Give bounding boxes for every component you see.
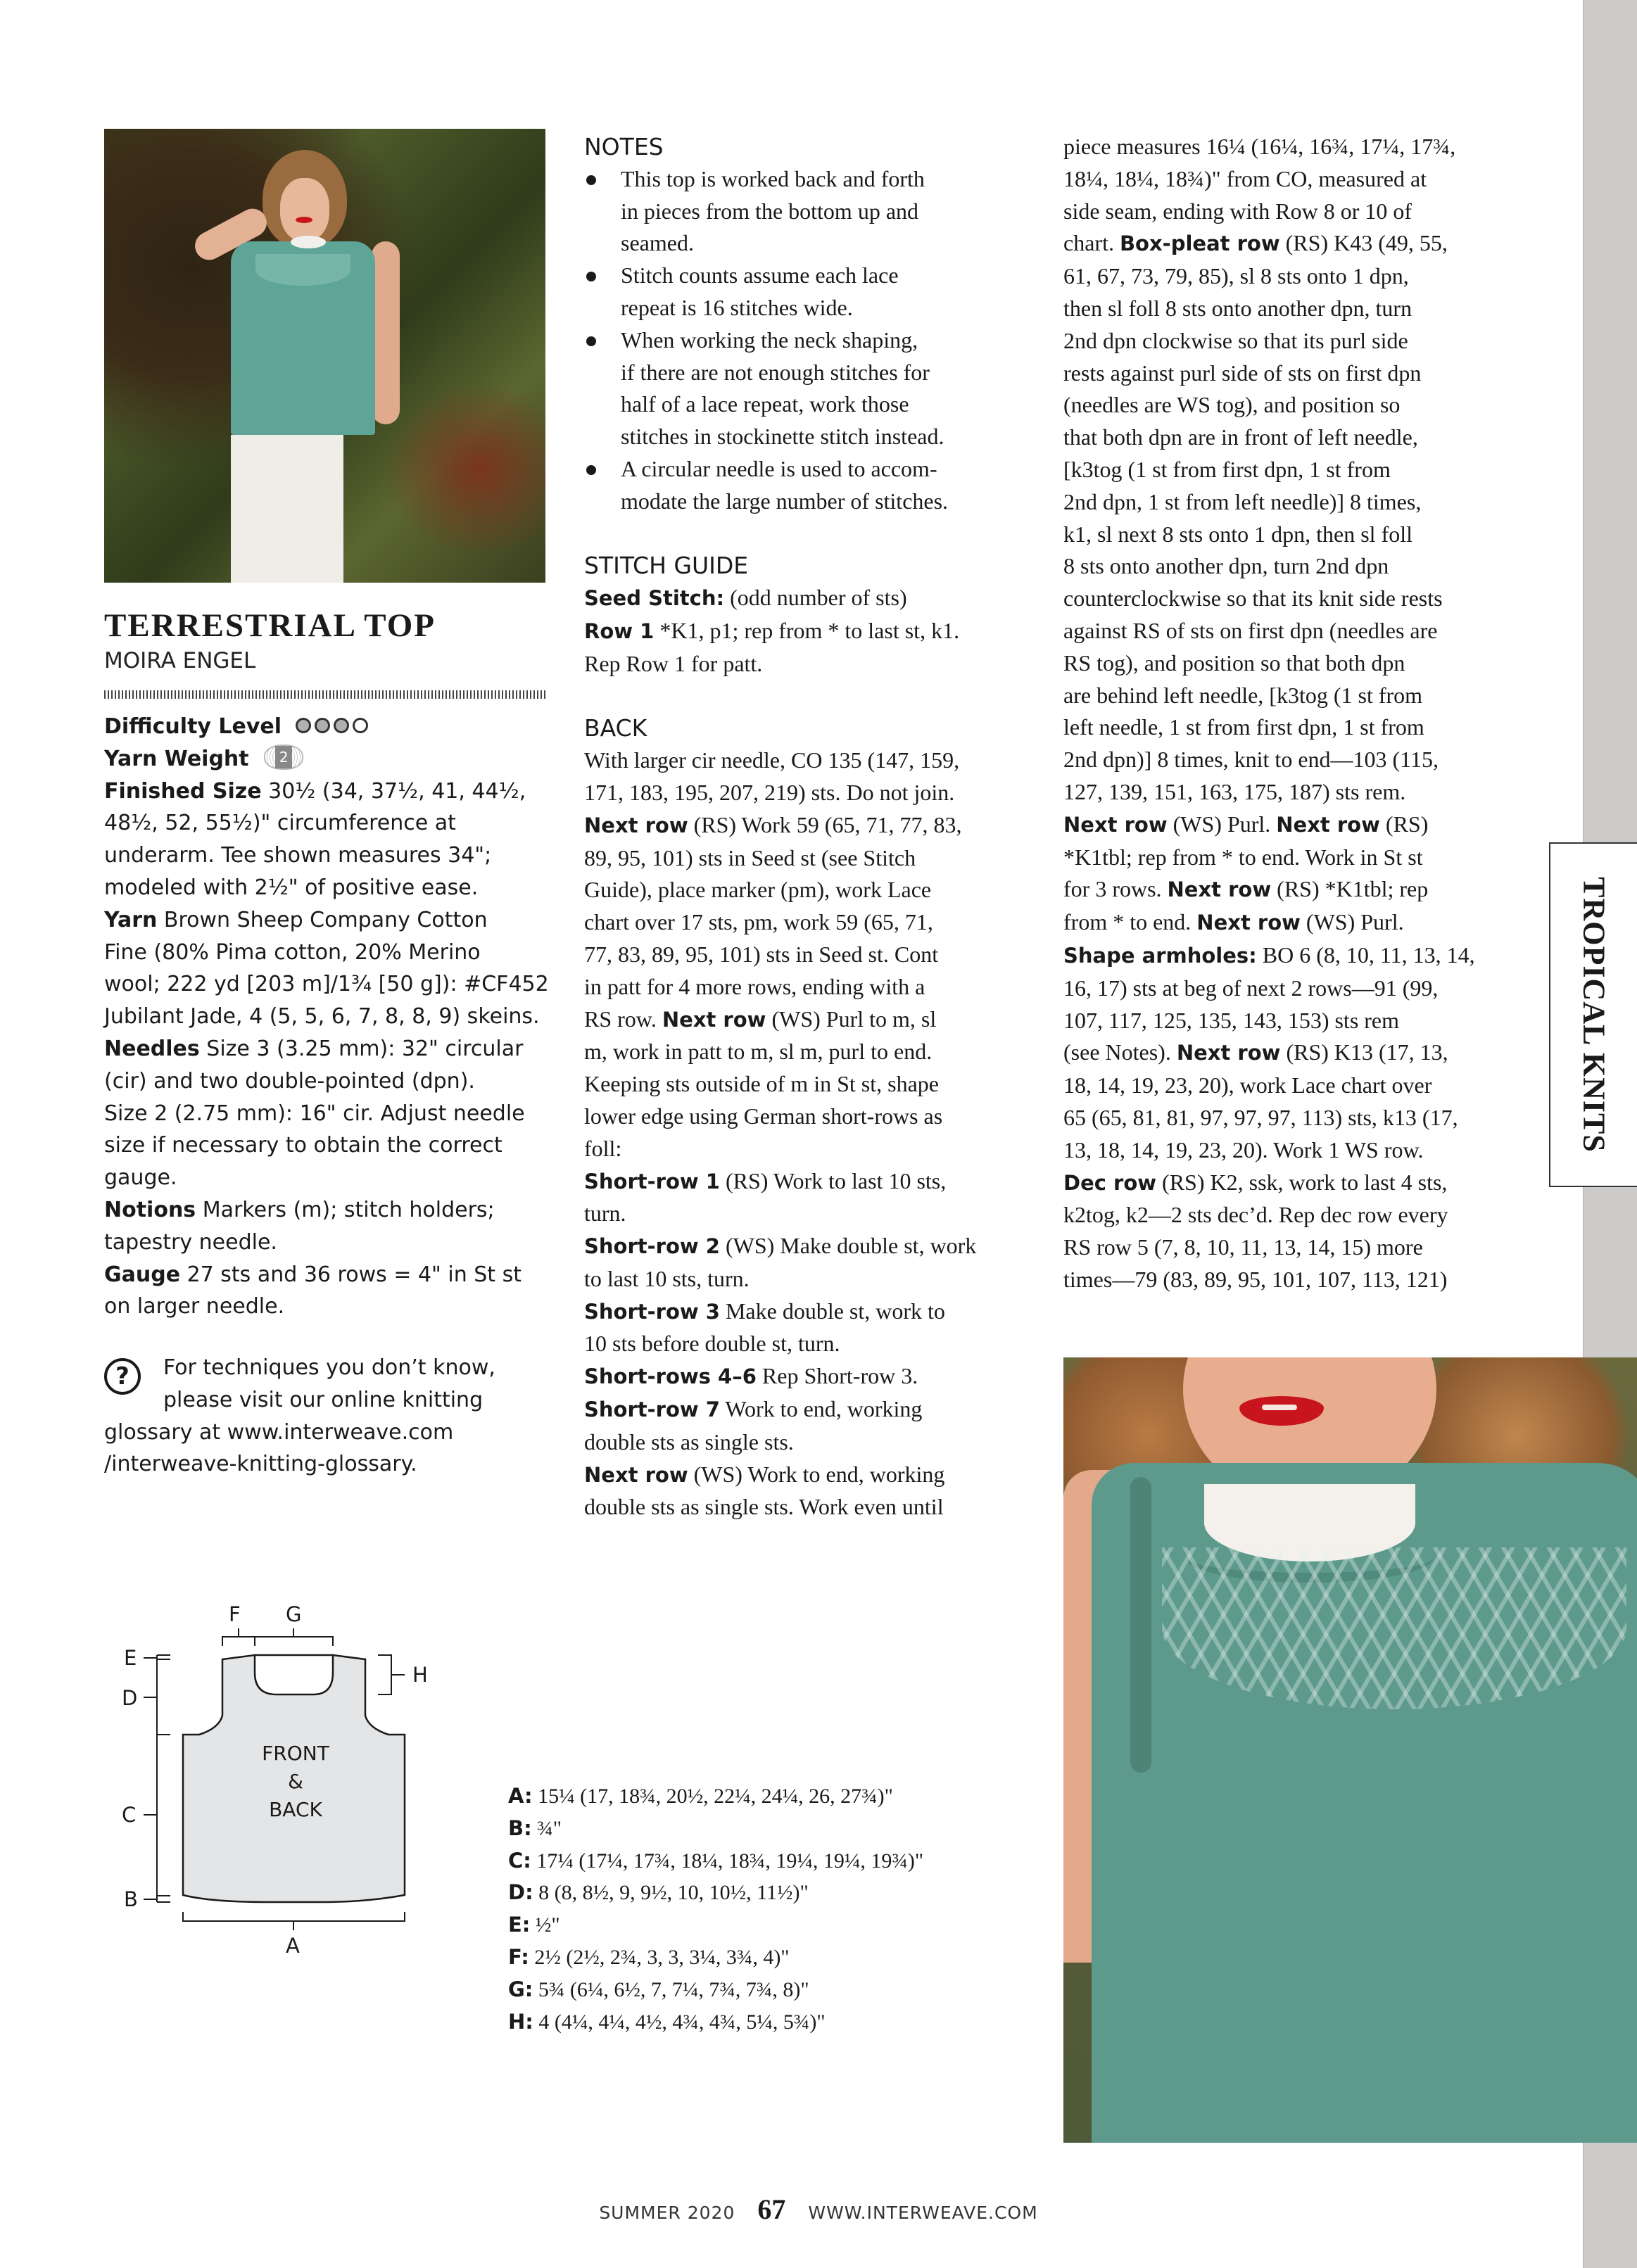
back-instructions xyxy=(584,745,1035,1523)
instruction-line xyxy=(1063,1199,1514,1231)
instruction-text: k2tog, k2—2 sts dec’d. Rep dec row every xyxy=(1063,1202,1448,1228)
instruction-text: Guide), place marker (pm), work Lace xyxy=(584,877,932,903)
spec-line xyxy=(104,872,555,904)
instruction-line xyxy=(1063,973,1514,1005)
instruction-step-label: Next row xyxy=(1176,1041,1281,1065)
model-full-photo xyxy=(104,129,545,583)
measurement-value: 5¾ (6¼, 6½, 7, 7¼, 7¾, 7¾, 8)" xyxy=(533,1977,809,2001)
instruction-text: against RS of sts on first dpn (needles are xyxy=(1063,617,1438,643)
spec-text: Size 3 (3.25 mm): 32" circular xyxy=(199,1036,524,1061)
spec-line xyxy=(104,1194,555,1227)
instruction-text: counterclockwise so that its knit side rests xyxy=(1063,585,1443,612)
instruction-text: (WS) Purl to m, sl xyxy=(766,1006,937,1032)
photo-teeth xyxy=(1262,1405,1297,1410)
spec-lines xyxy=(104,775,555,1324)
instruction-line xyxy=(1063,711,1514,744)
instruction-text: 18¼, 18¼, 18¾)" from CO, measured at xyxy=(1063,165,1427,191)
measurement-value: 4 (4¼, 4¼, 4½, 4¾, 4¾, 5¼, 5¾)" xyxy=(533,2010,826,2034)
measurement-value: 2½ (2½, 2¾, 3, 3, 3¼, 3¾, 4)" xyxy=(529,1945,790,1969)
spec-text: on larger needle. xyxy=(104,1294,285,1319)
instruction-line xyxy=(1063,906,1514,939)
spec-line xyxy=(104,1291,555,1323)
instruction-text: Work to end, working xyxy=(719,1396,923,1422)
measurement-value: 15¼ (17, 18¾, 20½, 22¼, 24¼, 26, 27¾)" xyxy=(532,1785,893,1808)
instruction-step-label: Next row xyxy=(1276,812,1380,837)
instruction-line xyxy=(1063,647,1514,680)
label-h: H xyxy=(412,1663,428,1687)
measurement-row xyxy=(508,1909,1029,1941)
instruction-line xyxy=(1063,744,1514,776)
instruction-step-label: Short-row 2 xyxy=(584,1234,720,1259)
instruction-text: m, work in patt to m, sl m, purl to end. xyxy=(584,1039,933,1065)
instruction-text: in patt for 4 more rows, ending with a xyxy=(584,973,925,999)
instruction-text: Keeping sts outside of m in St st, shape xyxy=(584,1071,939,1097)
instruction-text: (RS) K13 (17, 13, xyxy=(1280,1039,1448,1065)
spec-text: underarm. Tee shown measures 34"; xyxy=(104,843,492,868)
difficulty-dot-empty-icon xyxy=(353,718,368,733)
instruction-text: 2nd dpn, 1 st from left needle)] 8 times, xyxy=(1063,488,1422,514)
spec-text: 48½, 52, 55½)" circumference at xyxy=(104,811,456,836)
spec-text: (cir) and two double-pointed (dpn). xyxy=(104,1068,475,1094)
spec-text: 30½ (34, 37½, 41, 44½, xyxy=(261,778,526,804)
measurement-row xyxy=(508,1780,1029,1813)
instructions-column-2 xyxy=(584,131,1035,1523)
stitch-guide-text: *K1, p1; rep from * to last st, k1. xyxy=(654,617,960,643)
instruction-step-label: Next row xyxy=(1063,812,1168,837)
instruction-step-label: Next row xyxy=(1167,878,1272,902)
instruction-line xyxy=(1063,325,1514,357)
instruction-line xyxy=(1063,389,1514,422)
spec-line xyxy=(104,1065,555,1098)
instruction-text: 65 (65, 81, 81, 97, 97, 97, 113) sts, k13 (17, xyxy=(1063,1104,1458,1130)
instruction-text: BO 6 (8, 10, 11, 13, 14, xyxy=(1256,942,1475,968)
measurement-value: ½" xyxy=(530,1913,560,1937)
center-label-line: BACK xyxy=(269,1798,322,1821)
instruction-line xyxy=(584,1393,1035,1426)
center-label-line: & xyxy=(288,1770,303,1793)
instruction-line xyxy=(1063,1167,1514,1200)
instruction-text: k1, sl next 8 sts onto 1 dpn, then sl foll xyxy=(1063,521,1412,547)
measurement-row xyxy=(508,1877,1029,1909)
instruction-step-label: Dec row xyxy=(1063,1170,1157,1195)
instruction-text: With larger cir needle, CO 135 (147, 159, xyxy=(584,747,960,773)
instruction-line xyxy=(1063,163,1514,196)
instruction-text: (RS) K2, ssk, work to last 4 sts, xyxy=(1156,1169,1448,1195)
instruction-step-label: Next row xyxy=(584,813,688,837)
notes-line: This top is worked back and forth xyxy=(621,165,925,191)
instruction-text: 13, 18, 14, 19, 23, 20). Work 1 WS row. xyxy=(1063,1136,1424,1162)
spec-line xyxy=(104,1033,555,1065)
stitch-guide-line xyxy=(584,582,1035,615)
dotted-divider xyxy=(104,690,545,699)
model-closeup-photo xyxy=(1063,1357,1637,2143)
instruction-line xyxy=(1063,776,1514,809)
notes-line: A circular needle is used to accom- xyxy=(621,455,937,481)
instruction-text: rests against purl side of sts on first dpn xyxy=(1063,360,1422,386)
instruction-text: chart. xyxy=(1063,230,1120,256)
measurement-row xyxy=(508,1845,1029,1877)
instruction-text: (WS) Work to end, working xyxy=(688,1461,945,1487)
measurement-row xyxy=(508,1813,1029,1845)
notes-line: repeat is 16 stitches wide. xyxy=(621,294,853,320)
back-heading: BACK xyxy=(584,714,647,742)
dim-f-g xyxy=(222,1628,333,1646)
help-line: glossary at www.interweave.com xyxy=(104,1419,454,1445)
instruction-line xyxy=(584,1491,1035,1523)
schematic-center-label xyxy=(99,1740,493,1824)
measurement-value: ¾" xyxy=(531,1816,562,1840)
instruction-text: 77, 83, 89, 95, 101) sts in Seed st. Cont xyxy=(584,941,939,967)
measurement-label: B: xyxy=(508,1816,532,1840)
instruction-line xyxy=(584,1198,1035,1230)
instruction-text: (see Notes). xyxy=(1063,1039,1177,1065)
spec-text: wool; 222 yd [203 m]/1¾ [50 g]): #CF452 xyxy=(104,972,549,997)
instruction-text: (WS) Purl. xyxy=(1300,909,1404,935)
instruction-text: (RS) Work to last 10 sts, xyxy=(719,1167,947,1193)
difficulty-dot-filled-icon xyxy=(315,718,330,733)
instruction-text: 127, 139, 151, 163, 175, 187) sts rem. xyxy=(1063,778,1406,804)
instruction-line xyxy=(1063,131,1514,163)
instruction-text: (RS) K43 (49, 55, xyxy=(1279,230,1448,256)
notes-line: Stitch counts assume each lace xyxy=(621,262,899,289)
photo-pants xyxy=(231,435,343,583)
difficulty-label: Difficulty Level xyxy=(104,714,282,739)
stitch-guide-line xyxy=(584,615,1035,648)
instruction-line xyxy=(584,1263,1035,1295)
website-url: WWW.INTERWEAVE.COM xyxy=(808,2203,1038,2223)
instruction-line xyxy=(1063,486,1514,519)
difficulty-dot-filled-icon xyxy=(296,718,311,733)
photo-lace-yoke xyxy=(1162,1547,1626,1709)
spec-line xyxy=(104,1162,555,1194)
instruction-text: then sl foll 8 sts onto another dpn, turn xyxy=(1063,295,1412,321)
instruction-text: 171, 183, 195, 207, 219) sts. Do not join. xyxy=(584,779,955,805)
instruction-step-label: Next row xyxy=(662,1007,766,1032)
instruction-text: to last 10 sts, turn. xyxy=(584,1265,750,1291)
issue-label: SUMMER 2020 xyxy=(599,2203,735,2223)
instruction-step-label: Box-pleat row xyxy=(1119,232,1280,256)
section-tab xyxy=(1549,842,1637,1187)
instruction-text: *K1tbl; rep from * to end. Work in St st xyxy=(1063,844,1423,870)
spec-label: Notions xyxy=(104,1197,196,1222)
notes-line: if there are not enough stitches for xyxy=(621,359,930,385)
instruction-line xyxy=(1063,454,1514,486)
notes-line: in pieces from the bottom up and xyxy=(621,198,919,224)
label-b: B xyxy=(124,1887,138,1911)
instruction-text: from * to end. xyxy=(1063,909,1197,935)
photo-arm-right xyxy=(372,241,400,424)
instruction-step-label: Short-row 1 xyxy=(584,1169,720,1193)
photo-face xyxy=(280,178,329,241)
instruction-line xyxy=(1063,1231,1514,1264)
label-a: A xyxy=(286,1934,300,1958)
instruction-text: 2nd dpn)] 8 times, knit to end—103 (115, xyxy=(1063,747,1439,773)
spec-text: size if necessary to obtain the correct xyxy=(104,1133,503,1158)
instruction-line xyxy=(1063,1134,1514,1167)
spec-line xyxy=(104,1098,555,1130)
spec-text: gauge. xyxy=(104,1165,177,1191)
notes-list xyxy=(584,163,1035,518)
instruction-line xyxy=(1063,1005,1514,1037)
glossary-callout xyxy=(104,1352,555,1481)
instruction-line xyxy=(1063,422,1514,454)
instruction-text: 16, 17) sts at beg of next 2 rows—91 (99, xyxy=(1063,975,1439,1001)
spec-line xyxy=(104,1001,555,1033)
instruction-step-label: Short-rows 4–6 xyxy=(584,1364,757,1389)
instruction-line xyxy=(584,1459,1035,1492)
instruction-line xyxy=(584,1328,1035,1360)
spec-line xyxy=(104,968,555,1001)
notes-line: half of a lace repeat, work those xyxy=(621,391,909,417)
instruction-step-label: Short-row 3 xyxy=(584,1299,720,1324)
label-d: D xyxy=(122,1686,138,1710)
notes-bullet xyxy=(584,453,1035,518)
measurement-label: A: xyxy=(508,1784,533,1808)
instruction-line xyxy=(1063,939,1514,973)
dim-a xyxy=(183,1912,405,1930)
spec-line xyxy=(104,840,555,872)
instruction-text: side seam, ending with Row 8 or 10 of xyxy=(1063,198,1412,224)
instruction-line xyxy=(1063,550,1514,583)
instruction-text: 2nd dpn clockwise so that its purl side xyxy=(1063,327,1408,353)
difficulty-rating xyxy=(296,718,368,733)
spec-line xyxy=(104,775,555,808)
instruction-text: [k3tog (1 st from first dpn, 1 st from xyxy=(1063,456,1391,482)
instruction-line xyxy=(1063,873,1514,906)
back-instructions-continued xyxy=(1063,131,1514,1296)
stitch-guide-text: Rep Row 1 for patt. xyxy=(584,650,763,676)
instruction-line xyxy=(584,1068,1035,1101)
stitch-guide-lines xyxy=(584,582,1035,680)
instruction-line xyxy=(584,906,1035,939)
yarn-weight-number: 2 xyxy=(275,746,292,768)
spec-line xyxy=(104,1129,555,1162)
instruction-text: 10 sts before double st, turn. xyxy=(584,1331,840,1357)
measurement-row xyxy=(508,2006,1029,2039)
instruction-text: 8 sts onto another dpn, turn 2nd dpn xyxy=(1063,553,1389,579)
stitch-guide-label: Row 1 xyxy=(584,619,655,643)
spec-line xyxy=(104,1259,555,1291)
difficulty-dot-filled-icon xyxy=(334,718,349,733)
instruction-text: (RS) Work 59 (65, 71, 77, 83, xyxy=(688,811,962,837)
instruction-line xyxy=(1063,227,1514,260)
instruction-line xyxy=(584,1003,1035,1037)
instruction-text: lower edge using German short-rows as xyxy=(584,1103,943,1129)
photo-collar xyxy=(291,236,326,248)
schematic-drawing xyxy=(99,1590,493,2139)
designer-name: MOIRA ENGEL xyxy=(104,648,256,673)
instruction-text: RS tog), and position so that both dpn xyxy=(1063,650,1405,676)
instruction-step-label: Next row xyxy=(584,1462,688,1487)
help-line: /interweave-knitting-glossary. xyxy=(104,1452,417,1477)
spec-text: Jubilant Jade, 4 (5, 5, 6, 7, 8, 8, 9) skeins. xyxy=(104,1004,540,1030)
instruction-line xyxy=(1063,1037,1514,1070)
spec-label: Finished Size xyxy=(104,778,262,804)
notes-line: When working the neck shaping, xyxy=(621,327,918,353)
instruction-text: (needles are WS tog), and position so xyxy=(1063,392,1401,418)
instruction-line xyxy=(1063,615,1514,647)
instruction-line xyxy=(584,809,1035,842)
instruction-line xyxy=(1063,196,1514,228)
spec-line xyxy=(104,937,555,969)
yarn-weight-label: Yarn Weight xyxy=(104,746,249,771)
measurement-row xyxy=(508,1974,1029,2006)
instruction-line xyxy=(1063,357,1514,390)
yarn-weight-icon xyxy=(264,745,303,770)
instruction-text: chart over 17 sts, pm, work 59 (65, 71, xyxy=(584,909,933,935)
instruction-text: left needle, 1 st from first dpn, 1 st from xyxy=(1063,714,1424,740)
instruction-line xyxy=(1063,680,1514,712)
notes-bullet xyxy=(584,260,1035,324)
help-line: For techniques you don’t know, xyxy=(163,1355,495,1380)
instruction-text: for 3 rows. xyxy=(1063,876,1168,902)
instruction-text: (RS) xyxy=(1379,811,1429,837)
label-e: E xyxy=(124,1646,137,1670)
spec-line xyxy=(104,904,555,937)
instruction-text: that both dpn are in front of left needle, xyxy=(1063,424,1418,450)
instruction-line xyxy=(584,1360,1035,1393)
instruction-text: 18, 14, 19, 23, 20), work Lace chart over xyxy=(1063,1072,1432,1098)
measurement-value: 8 (8, 8½, 9, 9½, 10, 10½, 11½)" xyxy=(533,1881,809,1905)
stitch-guide-heading: STITCH GUIDE xyxy=(584,552,749,580)
spec-label: Gauge xyxy=(104,1262,181,1287)
instruction-line xyxy=(584,842,1035,875)
spec-text: 27 sts and 36 rows = 4" in St st xyxy=(180,1262,522,1287)
photo-lips xyxy=(296,217,312,223)
instruction-text: 107, 117, 125, 135, 143, 153) sts rem xyxy=(1063,1007,1400,1033)
measurement-label: C: xyxy=(508,1848,531,1873)
instruction-line xyxy=(584,1101,1035,1133)
instruction-text: (WS) Purl. xyxy=(1167,811,1277,837)
measurement-label: G: xyxy=(508,1977,533,2001)
measurement-row xyxy=(508,1941,1029,1974)
stitch-guide-text: (odd number of sts) xyxy=(724,585,907,611)
instruction-line xyxy=(584,939,1035,971)
instruction-text: times—79 (83, 89, 95, 101, 107, 113, 121) xyxy=(1063,1266,1448,1292)
photo-lace-yoke xyxy=(255,254,350,286)
spec-label: Needles xyxy=(104,1036,200,1061)
spec-text: Markers (m); stitch holders; xyxy=(196,1197,495,1222)
instruction-line xyxy=(1063,842,1514,874)
notes-line: modate the large number of stitches. xyxy=(621,488,949,514)
instruction-text: piece measures 16¼ (16¼, 16¾, 17¼, 17¾, xyxy=(1063,134,1456,159)
yarn-weight-row xyxy=(104,743,555,775)
measurement-label: H: xyxy=(508,2009,533,2034)
dim-h xyxy=(378,1655,405,1694)
instruction-line xyxy=(584,874,1035,906)
notes-line: stitches in stockinette stitch instead. xyxy=(621,424,944,450)
spec-text: Brown Sheep Company Cotton xyxy=(157,907,488,932)
instruction-line xyxy=(1063,1102,1514,1134)
instruction-text: Make double st, work to xyxy=(719,1298,945,1324)
instruction-line xyxy=(1063,260,1514,293)
instruction-text: RS row. xyxy=(584,1006,662,1032)
notes-heading: NOTES xyxy=(584,133,664,160)
instruction-text: double sts as single sts. xyxy=(584,1428,794,1455)
instruction-line xyxy=(1063,809,1514,842)
measurement-value: 17¼ (17¼, 17¾, 18¼, 18¾, 19¼, 19¼, 19¾)" xyxy=(531,1849,924,1873)
instruction-line xyxy=(1063,583,1514,615)
difficulty-row xyxy=(104,711,555,743)
instruction-line xyxy=(1063,1264,1514,1296)
instruction-text: (RS) *K1tbl; rep xyxy=(1271,876,1429,902)
stitch-guide-line xyxy=(584,648,1035,680)
notes-bullet xyxy=(584,324,1035,453)
center-label-line: FRONT xyxy=(262,1742,329,1765)
instruction-line xyxy=(584,1295,1035,1329)
label-c: C xyxy=(122,1803,137,1827)
instruction-text: (WS) Make double st, work xyxy=(719,1233,977,1259)
section-tab-label: TROPICAL KNITS xyxy=(1576,877,1611,1153)
instruction-line xyxy=(584,1165,1035,1198)
instruction-line xyxy=(1063,519,1514,551)
instruction-text: foll: xyxy=(584,1135,622,1161)
instruction-step-label: Next row xyxy=(1196,911,1301,935)
label-f: F xyxy=(229,1602,241,1626)
label-g: G xyxy=(286,1602,302,1626)
instruction-line xyxy=(584,1036,1035,1068)
instruction-line xyxy=(1063,1070,1514,1102)
notes-bullet xyxy=(584,163,1035,260)
page-number: 67 xyxy=(757,2193,786,2225)
instruction-step-label: Short-row 7 xyxy=(584,1398,720,1422)
instruction-line xyxy=(1063,293,1514,325)
photo-armhole-band xyxy=(1130,1477,1151,1773)
spec-text: Fine (80% Pima cotton, 20% Merino xyxy=(104,939,481,965)
instruction-text: 61, 67, 73, 79, 85), sl 8 sts onto 1 dpn, xyxy=(1063,263,1409,289)
pattern-title: TERRESTRIAL TOP xyxy=(104,607,436,644)
spec-text: tapestry needle. xyxy=(104,1229,277,1255)
spec-line xyxy=(104,1227,555,1259)
help-line: please visit our online knitting xyxy=(163,1387,483,1412)
instruction-line xyxy=(584,1426,1035,1459)
instruction-step-label: Shape armholes: xyxy=(1063,943,1257,968)
measurement-label: F: xyxy=(508,1944,529,1969)
instructions-column-3 xyxy=(1063,131,1514,1296)
instruction-text: Rep Short-row 3. xyxy=(756,1363,918,1389)
instruction-text: double sts as single sts. Work even until xyxy=(584,1494,944,1520)
measurement-label: D: xyxy=(508,1880,533,1905)
question-circle-icon: ? xyxy=(104,1358,141,1395)
measurement-label: E: xyxy=(508,1913,531,1937)
instruction-text: turn. xyxy=(584,1200,626,1227)
instruction-line xyxy=(584,971,1035,1003)
instruction-text: 89, 95, 101) sts in Seed st (see Stitch xyxy=(584,844,916,870)
stitch-guide-label: Seed Stitch: xyxy=(584,586,725,611)
pattern-specs xyxy=(104,711,555,1323)
spec-text: Size 2 (2.75 mm): 16" cir. Adjust needle xyxy=(104,1101,525,1126)
garment-schematic xyxy=(99,1590,493,2139)
instruction-line xyxy=(584,745,1035,777)
spec-label: Yarn xyxy=(104,907,158,932)
instruction-line xyxy=(584,1133,1035,1165)
instruction-line xyxy=(584,1230,1035,1263)
schematic-measurements xyxy=(508,1780,1029,2038)
notes-line: seamed. xyxy=(621,230,694,256)
spec-line xyxy=(104,807,555,840)
instruction-text: RS row 5 (7, 8, 10, 11, 13, 14, 15) more xyxy=(1063,1234,1423,1260)
spec-text: modeled with 2½" of positive ease. xyxy=(104,875,479,900)
page-footer xyxy=(0,2193,1637,2226)
instruction-text: are behind left needle, [k3tog (1 st from xyxy=(1063,682,1423,708)
instruction-line xyxy=(584,777,1035,809)
